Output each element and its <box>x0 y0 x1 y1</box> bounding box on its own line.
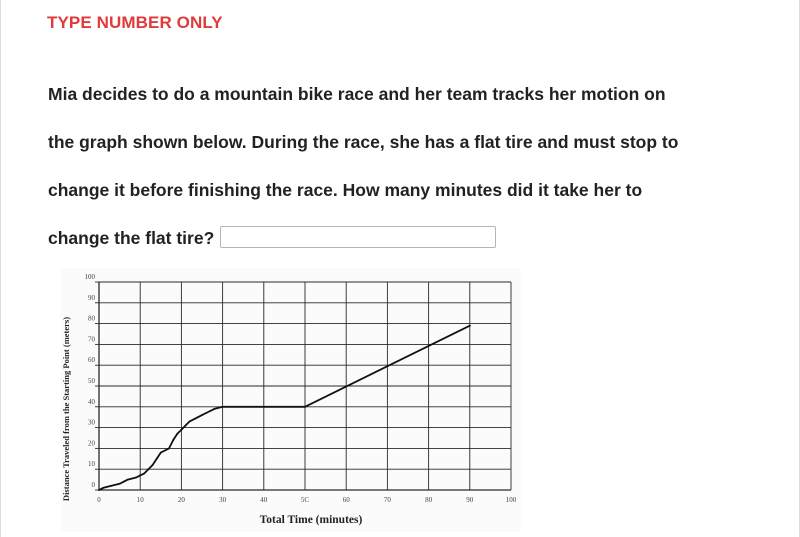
data-point <box>148 468 150 470</box>
data-point <box>139 475 141 477</box>
question-line-4-text: change the flat tire? <box>48 228 215 248</box>
y-tick-label: 60 <box>88 356 95 365</box>
data-point <box>201 414 203 416</box>
data-point <box>197 416 199 418</box>
question-text <box>48 70 768 262</box>
question-line-1: Mia decides to do a mountain bike race and her team tracks her motion on <box>48 84 666 104</box>
x-tick-label: 10 <box>136 496 144 504</box>
x-tick-label: 20 <box>177 496 185 504</box>
data-point <box>98 489 100 491</box>
data-point <box>160 452 162 454</box>
y-axis-title: Distance Traveled from the Starting Point (meters) <box>61 316 71 502</box>
data-point <box>181 429 183 431</box>
data-point <box>172 439 174 441</box>
data-point <box>143 472 145 474</box>
data-point <box>156 458 158 460</box>
series-line <box>99 326 470 490</box>
data-point <box>135 477 137 479</box>
chart-svg <box>61 268 521 532</box>
data-point <box>176 433 178 435</box>
x-tick-label: 90 <box>466 496 474 504</box>
data-point <box>209 410 211 412</box>
data-point <box>102 487 104 489</box>
y-tick-label: 100 <box>84 273 95 281</box>
chart-lines <box>98 325 471 491</box>
data-point <box>123 481 125 483</box>
x-tick-label: 0 <box>97 496 101 504</box>
x-tick-label: 70 <box>383 496 391 504</box>
data-point <box>127 479 129 481</box>
x-tick-label: 100 <box>505 496 517 504</box>
data-point <box>205 412 207 414</box>
x-tick-label: 5C <box>300 496 310 504</box>
y-tick-label: 20 <box>88 439 95 448</box>
data-point <box>168 448 170 450</box>
x-tick-label: 30 <box>219 496 227 504</box>
data-point <box>469 325 471 327</box>
x-axis-title: Total Time (minutes) <box>259 514 363 526</box>
y-tick-label: 70 <box>88 335 95 344</box>
data-point <box>189 420 191 422</box>
y-tick-label: 0 <box>91 481 95 489</box>
data-point <box>164 450 166 452</box>
data-point <box>110 485 112 487</box>
question-line-2: the graph shown below. During the race, she has a flat tire and must stop to <box>48 132 679 152</box>
data-point <box>304 406 306 408</box>
y-tick-label: 10 <box>88 460 95 469</box>
y-tick-label: 90 <box>88 293 95 302</box>
instruction-text: TYPE NUMBER ONLY <box>47 13 223 32</box>
x-tick-label: 60 <box>342 496 350 504</box>
question-line-3: change it before finishing the race. How many minutes did it take her to <box>48 180 643 200</box>
y-tick-label: 50 <box>88 377 95 385</box>
x-tick-label: 80 <box>425 496 433 504</box>
y-tick-label: 30 <box>88 418 95 427</box>
data-point <box>193 418 195 420</box>
answer-input[interactable] <box>220 226 496 248</box>
x-tick-label: 40 <box>260 496 268 504</box>
data-point <box>185 425 187 427</box>
question-line-4 <box>48 214 768 262</box>
y-tick-label: 40 <box>88 397 95 406</box>
data-point <box>152 464 154 466</box>
data-point <box>222 406 224 408</box>
y-tick-label: 80 <box>88 314 95 323</box>
distance-time-chart <box>61 268 521 532</box>
data-point <box>213 408 215 410</box>
data-point <box>119 483 121 485</box>
